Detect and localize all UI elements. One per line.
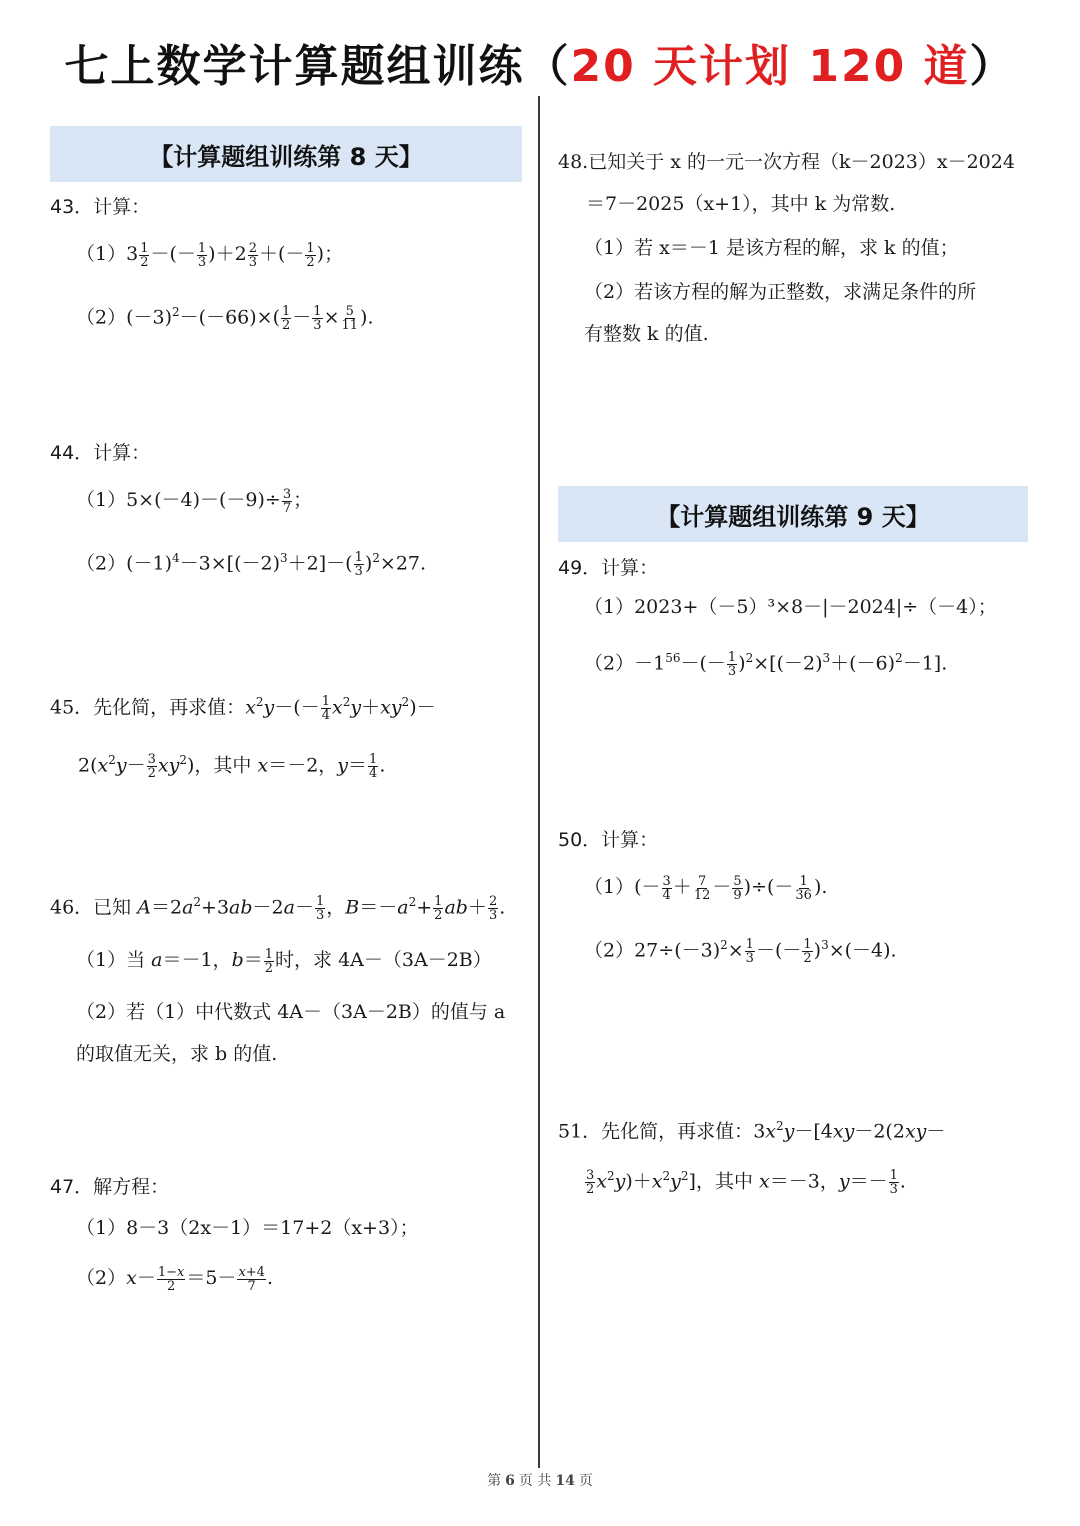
- q46-part1: （1）当 a＝－1，b＝ $\frac{1}{2}$ 时，求 4A－（3A－2B）: [76, 946, 492, 976]
- q46-part2a: （2）若（1）中代数式 4A－（3A－2B）的值与 a: [76, 1001, 506, 1023]
- page-footer: 第 6 页 共 14 页: [487, 1473, 593, 1489]
- q44-part1: （1）5×(－4)－(－9)÷ $\frac{3}{7}$ ；: [76, 486, 313, 516]
- q49-part2: $(2)-1^{56}-(-$ $\frac{1}{3}$ )$^2\times[(-2)^3+(-6)^2-1]$.: [584, 649, 948, 679]
- q48-part2a: （2）若该方程的解为正整数，求满足条件的所: [584, 281, 977, 303]
- q46-part2b: 的取值无关，求 b 的值.: [76, 1043, 278, 1065]
- q47-label: 47．解方程：: [50, 1176, 170, 1198]
- q48-line2: ＝7－2025（x+1），其中 k 为常数.: [586, 193, 896, 215]
- q48-line1: 48.已知关于 x 的一元一次方程（k－2023）x－2024: [558, 151, 1015, 173]
- q47-part1: （1）8－3（2x－1）＝17+2（x+3）；: [76, 1217, 419, 1239]
- q48-part1: （1）若 x＝－1 是该方程的解，求 k 的值；: [584, 237, 959, 259]
- q49-part1: （1）2023+（－5）³×8－|－2024|÷（－4）；: [584, 596, 997, 618]
- day8-header: 【计算题组训练第 8 天】: [50, 126, 522, 182]
- q49-label: 49．计算：: [558, 557, 659, 579]
- q44-part2: $(2)(-1)^4-3\times[(-2)^3+2]-$( $\frac{1}{3}$ )$^2$×27.: [76, 549, 427, 579]
- q43-label: 43．计算：: [50, 196, 151, 218]
- page-title: 七上数学计算题组训练（20 天计划 120 道）: [64, 41, 1016, 92]
- column-divider: [538, 96, 540, 1468]
- q51-line2: $\frac{3}{2}$ $x^2y)+x^2y^2$]，其中 x＝－3，y＝－ $\frac{1}{3}$ .: [586, 1167, 906, 1197]
- q48-part2b: 有整数 k 的值.: [584, 323, 709, 345]
- q50-label: 50．计算：: [558, 829, 659, 851]
- q50-part1: （1）(－ $\frac{3}{4}$ ＋ $\frac{7}{12}$ － $\frac{5}{9}$ )÷(－ $\frac{1}{36}$ ).: [584, 873, 828, 903]
- q43-part1: （1）3 $\frac{1}{2}$ －(－ $\frac{1}{3}$ )＋2 $\frac{2}{3}$ ＋(－ $\frac{1}{2}$ )；: [76, 240, 344, 270]
- q44-label: 44．计算：: [50, 442, 151, 464]
- q47-part2: （2）x－ $\frac{1-x}{2}$ ＝5－ $\frac{x+4}{7}$ .: [76, 1264, 273, 1294]
- q46-line1: 46．已知 $A=2a^2+3ab-2a-$ $\frac{1}{3}$ ，$B=-a^2+$ $\frac{1}{2}$ ab＋ $\frac{2}{3}$ .: [50, 893, 506, 923]
- day9-header: 【计算题组训练第 9 天】: [558, 486, 1028, 542]
- q51-line1: 51．先化简，再求值：$3x^2y-[4xy-2(2xy-$: [558, 1119, 946, 1143]
- q45-line1: 45．先化简，再求值：$x^2y-(-$ $\frac{1}{4}$ $x^2y+xy^2)-$: [50, 693, 436, 723]
- q45-line2: $2(x^2y-$ $\frac{3}{2}$ $xy^2$)，其中 x＝－2，y＝ $\frac{1}{4}$ .: [78, 751, 386, 781]
- q50-part2: $(2)27\div(-3)^2\times$ $\frac{1}{3}$ －(－ $\frac{1}{2}$ )$^3$×(－4).: [584, 936, 897, 966]
- q43-part2: $(2)(-3)^2-(-66)\times$( $\frac{1}{2}$ － $\frac{1}{3}$ × $\frac{5}{11}$ ).: [76, 303, 374, 333]
